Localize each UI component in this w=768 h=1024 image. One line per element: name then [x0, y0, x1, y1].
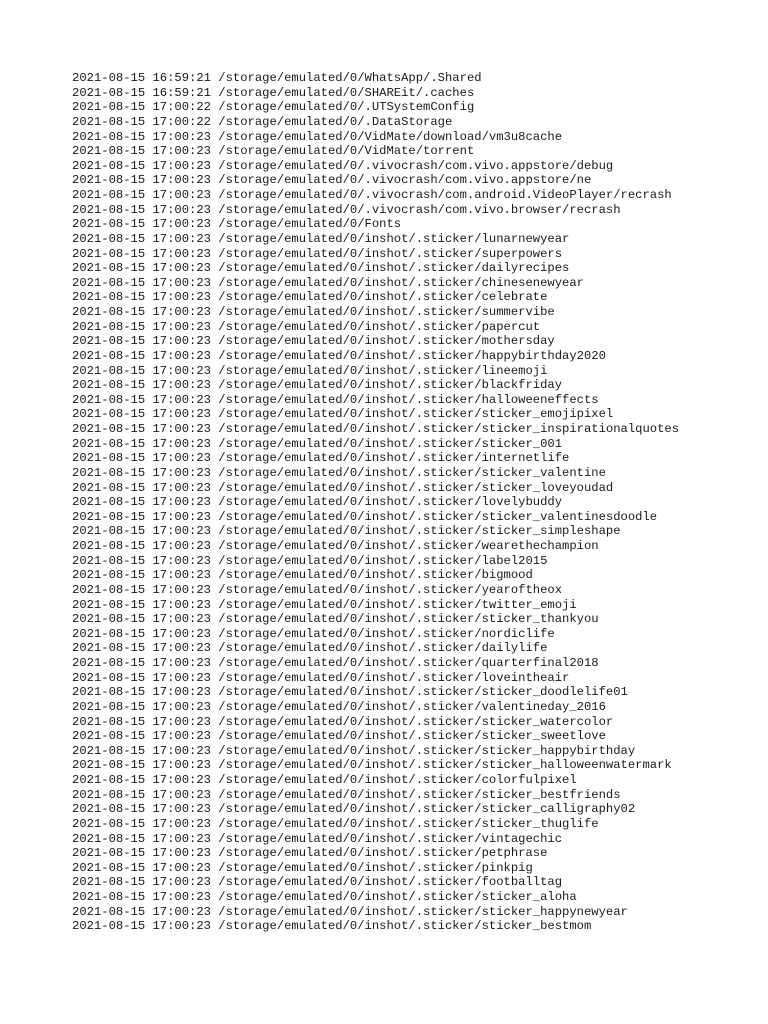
- log-line: 2021-08-15 17:00:23 /storage/emulated/0/inshot/.sticker/lineemoji: [72, 363, 548, 378]
- log-line: 2021-08-15 17:00:23 /storage/emulated/0/inshot/.sticker/sticker_happynewyear: [72, 904, 628, 919]
- log-line: 2021-08-15 17:00:23 /storage/emulated/0/inshot/.sticker/chinesenewyear: [72, 275, 584, 290]
- log-line: 2021-08-15 17:00:22 /storage/emulated/0/.UTSystemConfig: [72, 100, 475, 115]
- log-line: 2021-08-15 17:00:23 /storage/emulated/0/inshot/.sticker/dailylife: [72, 641, 548, 656]
- log-line: 2021-08-15 17:00:23 /storage/emulated/0/.vivocrash/com.android.VideoPlayer/recrash: [72, 188, 672, 202]
- log-line: 2021-08-15 17:00:23 /storage/emulated/0/.vivocrash/com.vivo.appstore/debug: [72, 158, 614, 173]
- log-line: 2021-08-15 17:00:23 /storage/emulated/0/inshot/.sticker/mothersday: [72, 334, 555, 349]
- log-line: 2021-08-15 17:00:23 /storage/emulated/0/inshot/.sticker/sticker_doodlelife01: [72, 685, 628, 700]
- log-line: 2021-08-15 17:00:23 /storage/emulated/0/inshot/.sticker/sticker_valentine: [72, 465, 606, 480]
- log-line: 2021-08-15 17:00:23 /storage/emulated/0/inshot/.sticker/sticker_sweetlove: [72, 729, 606, 744]
- log-line: 2021-08-15 17:00:23 /storage/emulated/0/inshot/.sticker/wearethechampion: [72, 539, 599, 553]
- log-line: 2021-08-15 17:00:23 /storage/emulated/0/Fonts: [72, 217, 402, 232]
- log-line: 2021-08-15 17:00:23 /storage/emulated/0/inshot/.sticker/sticker_happybirthday: [72, 743, 636, 758]
- log-line: 2021-08-15 17:00:23 /storage/emulated/0/inshot/.sticker/sticker_001: [72, 436, 563, 451]
- log-line: 2021-08-15 17:00:23 /storage/emulated/0/inshot/.sticker/summervibe: [72, 305, 555, 319]
- log-line: 2021-08-15 17:00:23 /storage/emulated/0/inshot/.sticker/internetlife: [72, 451, 570, 466]
- log-line: 2021-08-15 17:00:23 /storage/emulated/0/inshot/.sticker/sticker_thuglife: [72, 816, 599, 831]
- log-line: 2021-08-15 17:00:23 /storage/emulated/0/inshot/.sticker/twitter_emoji: [72, 597, 577, 612]
- log-line: 2021-08-15 17:00:23 /storage/emulated/0/inshot/.sticker/petphrase: [72, 846, 548, 861]
- log-line: 2021-08-15 17:00:23 /storage/emulated/0/inshot/.sticker/celebrate: [72, 290, 548, 305]
- log-line: 2021-08-15 17:00:23 /storage/emulated/0/inshot/.sticker/colorfulpixel: [72, 773, 577, 787]
- log-line: 2021-08-15 17:00:23 /storage/emulated/0/inshot/.sticker/superpowers: [72, 246, 563, 261]
- log-listing: [72, 71, 752, 934]
- log-line: 2021-08-15 17:00:23 /storage/emulated/0/inshot/.sticker/sticker_watercolor: [72, 714, 614, 729]
- log-line: 2021-08-15 17:00:23 /storage/emulated/0/inshot/.sticker/valentineday_2016: [72, 699, 606, 714]
- log-line: 2021-08-15 17:00:22 /storage/emulated/0/.DataStorage: [72, 114, 453, 129]
- log-line: 2021-08-15 17:00:23 /storage/emulated/0/inshot/.sticker/papercut: [72, 319, 541, 334]
- log-line: 2021-08-15 17:00:23 /storage/emulated/0/inshot/.sticker/bigmood: [72, 568, 533, 583]
- log-line: 2021-08-15 17:00:23 /storage/emulated/0/VidMate/torrent: [72, 144, 475, 159]
- log-line: 2021-08-15 17:00:23 /storage/emulated/0/inshot/.sticker/sticker_valentinesdoodle: [72, 509, 658, 524]
- log-line: 2021-08-15 16:59:21 /storage/emulated/0/WhatsApp/.Shared: [72, 71, 482, 85]
- log-line: 2021-08-15 17:00:23 /storage/emulated/0/inshot/.sticker/label2015: [72, 553, 548, 568]
- log-line: 2021-08-15 17:00:23 /storage/emulated/0/inshot/.sticker/sticker_halloweenwatermark: [72, 758, 672, 773]
- log-line: 2021-08-15 17:00:23 /storage/emulated/0/inshot/.sticker/sticker_bestfriends: [72, 787, 621, 802]
- log-line: 2021-08-15 17:00:23 /storage/emulated/0/inshot/.sticker/happybirthday2020: [72, 348, 606, 363]
- log-line: 2021-08-15 17:00:23 /storage/emulated/0/inshot/.sticker/vintagechic: [72, 831, 563, 846]
- log-line: 2021-08-15 17:00:23 /storage/emulated/0/inshot/.sticker/blackfriday: [72, 378, 563, 393]
- log-line: 2021-08-15 17:00:23 /storage/emulated/0/.vivocrash/com.vivo.appstore/ne: [72, 173, 592, 188]
- log-line: 2021-08-15 17:00:23 /storage/emulated/0/inshot/.sticker/footballtag: [72, 875, 563, 890]
- log-line: 2021-08-15 17:00:23 /storage/emulated/0/inshot/.sticker/yearoftheox: [72, 582, 563, 597]
- log-line: 2021-08-15 17:00:23 /storage/emulated/0/inshot/.sticker/sticker_inspirationalquotes: [72, 422, 680, 436]
- log-line: 2021-08-15 17:00:23 /storage/emulated/0/inshot/.sticker/quarterfinal2018: [72, 656, 599, 670]
- log-line: 2021-08-15 17:00:23 /storage/emulated/0/inshot/.sticker/lovelybuddy: [72, 495, 563, 510]
- log-line: 2021-08-15 17:00:23 /storage/emulated/0/.vivocrash/com.vivo.browser/recrash: [72, 202, 621, 217]
- log-line: 2021-08-15 17:00:23 /storage/emulated/0/inshot/.sticker/dailyrecipes: [72, 261, 570, 276]
- log-line: 2021-08-15 17:00:23 /storage/emulated/0/inshot/.sticker/pinkpig: [72, 860, 533, 875]
- log-line: 2021-08-15 17:00:23 /storage/emulated/0/VidMate/download/vm3u8cache: [72, 129, 563, 144]
- log-line: 2021-08-15 17:00:23 /storage/emulated/0/inshot/.sticker/loveintheair: [72, 670, 570, 685]
- log-line: 2021-08-15 17:00:23 /storage/emulated/0/inshot/.sticker/halloweeneffects: [72, 392, 599, 407]
- log-line: 2021-08-15 17:00:23 /storage/emulated/0/inshot/.sticker/sticker_calligraphy02: [72, 802, 636, 817]
- log-line: 2021-08-15 17:00:23 /storage/emulated/0/inshot/.sticker/sticker_emojipixel: [72, 407, 614, 422]
- log-line: 2021-08-15 17:00:23 /storage/emulated/0/inshot/.sticker/sticker_thankyou: [72, 612, 599, 627]
- log-line: 2021-08-15 17:00:23 /storage/emulated/0/inshot/.sticker/sticker_aloha: [72, 890, 577, 904]
- log-line: 2021-08-15 17:00:23 /storage/emulated/0/inshot/.sticker/lunarnewyear: [72, 231, 570, 246]
- log-line: 2021-08-15 17:00:23 /storage/emulated/0/inshot/.sticker/sticker_simpleshape: [72, 524, 621, 539]
- log-line: 2021-08-15 16:59:21 /storage/emulated/0/SHAREit/.caches: [72, 85, 475, 100]
- log-line: 2021-08-15 17:00:23 /storage/emulated/0/inshot/.sticker/sticker_bestmom: [72, 919, 592, 934]
- log-line: 2021-08-15 17:00:23 /storage/emulated/0/inshot/.sticker/nordiclife: [72, 626, 555, 641]
- log-line: 2021-08-15 17:00:23 /storage/emulated/0/inshot/.sticker/sticker_loveyoudad: [72, 480, 614, 495]
